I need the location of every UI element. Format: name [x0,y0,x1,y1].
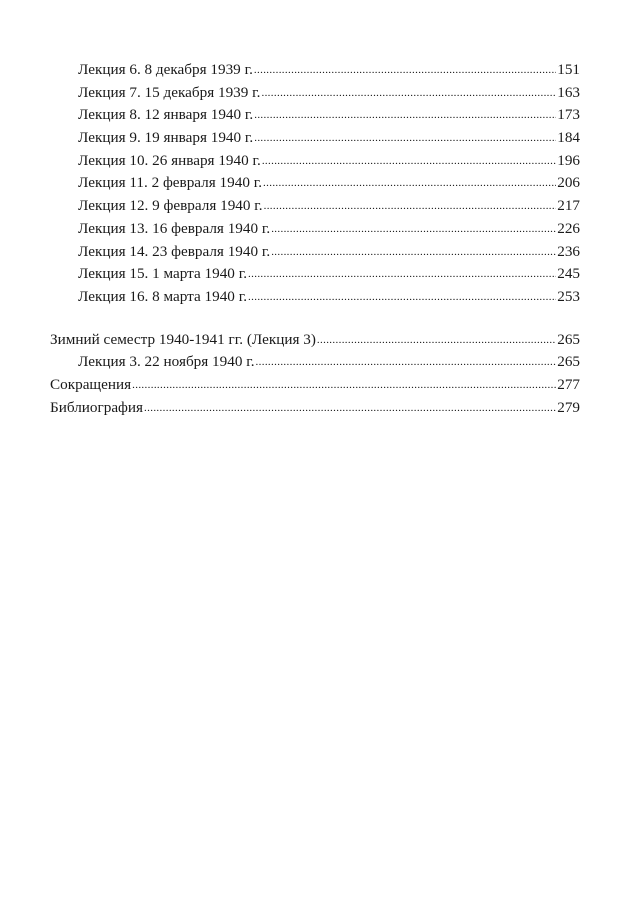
toc-entry-lecture-8[interactable] [50,104,580,127]
toc-entry-title: Лекция 6. 8 декабря 1939 г. [78,61,253,78]
dot-leader [254,103,556,127]
toc-entry-page: 151 [557,61,580,78]
toc-entry-page: 265 [557,330,580,348]
toc-entry-title: Лекция 7. 15 декабря 1939 г. [78,83,261,101]
dot-leader [248,262,556,286]
toc-entry-lecture-11[interactable] [50,172,580,195]
toc-entry-title: Лекция 10. 26 января 1940 г. [78,151,261,169]
toc-entry-title: Лекция 3. 22 ноября 1940 г. [78,353,255,371]
dot-leader [254,126,556,150]
toc-entry-page: 245 [557,265,580,283]
toc-entry-lecture-13[interactable] [50,218,580,241]
toc-entry-page: 226 [557,219,580,237]
toc-entry-page: 217 [557,197,580,215]
toc-entry-page: 173 [557,106,580,124]
dot-leader [248,285,556,309]
dot-leader [256,350,557,374]
toc-entry-abbreviations[interactable] [50,374,580,397]
toc-entry-lecture-10[interactable] [50,150,580,173]
toc-entry-lecture-7[interactable] [50,82,580,105]
toc-entry-title: Лекция 9. 19 января 1940 г. [78,129,254,147]
toc-entry-lecture-14[interactable] [50,241,580,264]
dot-leader [261,81,556,105]
toc-entry-title: Библиография [50,398,144,416]
toc-entry-title: Лекция 15. 1 марта 1940 г. [78,265,248,283]
toc-entry-title: Лекция 8. 12 января 1940 г. [78,106,254,124]
toc-entry-lecture-12[interactable] [50,195,580,218]
toc-entry-page: 253 [557,287,580,305]
toc-entry-lecture-6[interactable] [50,59,580,82]
toc-entry-title: Зимний семестр 1940-1941 гг. (Лекция 3) [50,330,316,348]
toc-entry-page: 265 [557,353,580,371]
toc-group-winter-semester [50,329,580,420]
dot-leader [262,149,556,173]
dot-leader [271,217,556,241]
dot-leader [254,58,556,82]
dot-leader [264,194,557,218]
toc-entry-lecture-16[interactable] [50,286,580,309]
dot-leader [132,373,556,397]
toc-entry-title: Сокращения [50,375,132,393]
toc-entry-title: Лекция 12. 9 февраля 1940 г. [78,197,263,215]
toc-entry-lecture-15[interactable] [50,263,580,286]
toc-entry-title: Лекция 13. 16 февраля 1940 г. [78,219,271,237]
toc-entry-page: 196 [557,151,580,169]
toc-entry-title: Лекция 11. 2 февраля 1940 г. [78,174,263,192]
dot-leader [144,396,556,420]
toc-entry-page: 206 [557,174,580,192]
toc-entry-page: 163 [557,83,580,101]
toc-entry-page: 277 [557,375,580,393]
toc-entry-winter-lecture-3[interactable] [50,351,580,374]
table-of-contents [50,59,580,419]
toc-group-lectures-continued [50,59,580,309]
dot-leader [317,328,556,352]
toc-entry-title: Лекция 14. 23 февраля 1940 г. [78,242,271,260]
toc-entry-winter-semester[interactable] [50,329,580,352]
toc-entry-lecture-9[interactable] [50,127,580,150]
toc-entry-page: 236 [557,242,580,260]
toc-entry-bibliography[interactable] [50,397,580,420]
toc-entry-page: 279 [557,398,580,416]
dot-leader [271,240,556,264]
toc-entry-page: 184 [557,129,580,147]
dot-leader [263,171,556,195]
toc-entry-title: Лекция 16. 8 марта 1940 г. [78,287,248,305]
